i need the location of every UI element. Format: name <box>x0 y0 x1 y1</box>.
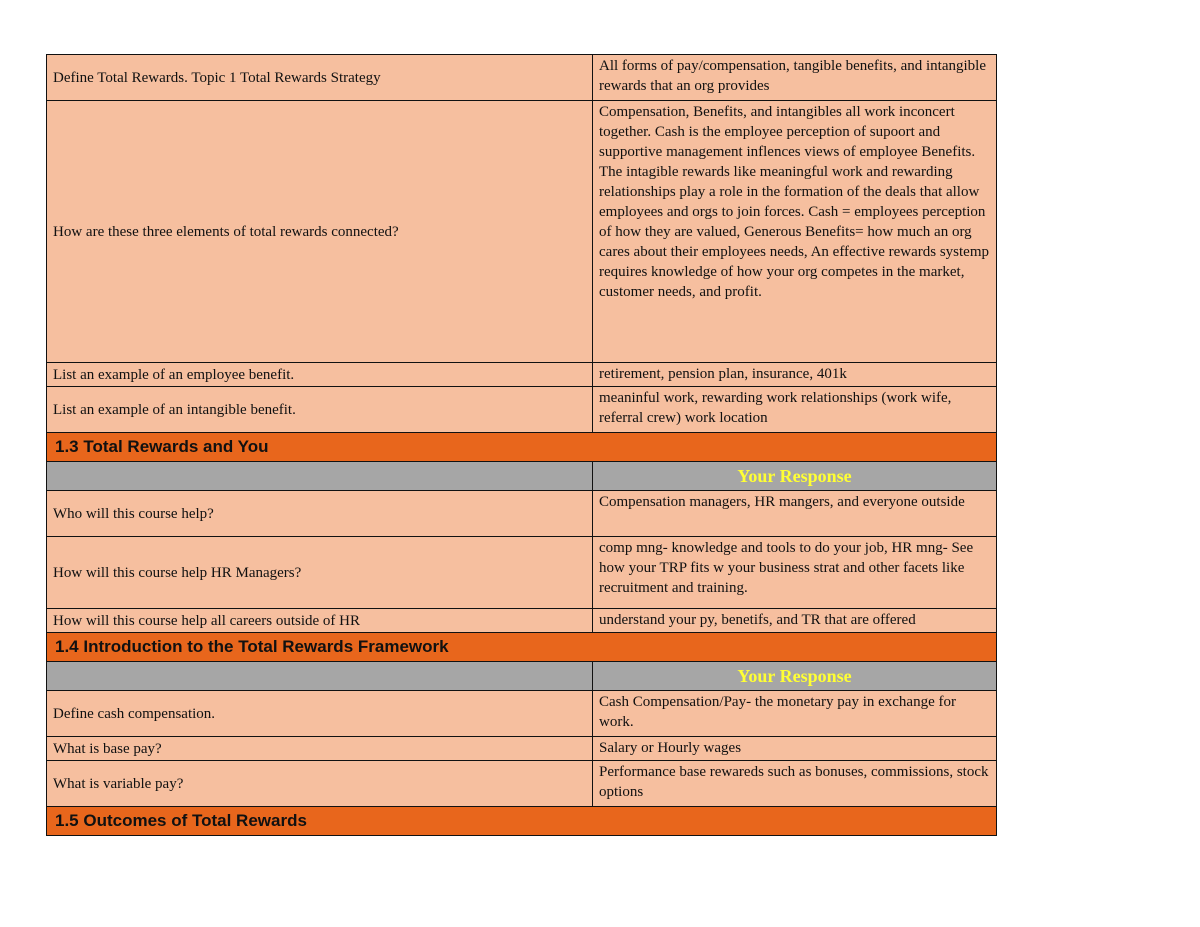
table-row <box>47 761 997 807</box>
section-title: 1.5 Outcomes of Total Rewards <box>47 807 997 836</box>
table-row <box>47 363 997 387</box>
response-header-row <box>47 662 997 691</box>
question-cell: How are these three elements of total rewards connected? <box>47 101 593 363</box>
answer-cell: understand your py, benetifs, and TR that are offered <box>593 609 997 633</box>
your-response-label: Your Response <box>593 462 997 491</box>
table-row <box>47 491 997 537</box>
response-header-row <box>47 462 997 491</box>
answer-cell: Compensation, Benefits, and intangibles all work inconcert together. Cash is the employee perception of supoort and supportive management inflences views of employee Benefits. The intagible rewards like meaningful work and rewarding relationships play a role in the formation of the deals that allow employees and orgs to join forces. Cash = employees perception of how they are valued, Generous Benefits= how much an org cares about their employees needs, An effective rewards systemp requires knowledge of how your org competes in the market, customer needs, and profit. <box>593 101 997 363</box>
question-cell: List an example of an employee benefit. <box>47 363 593 387</box>
answer-cell: comp mng- knowledge and tools to do your job, HR mng- See how your TRP fits w your business strat and other facets like recruitment and training. <box>593 537 997 609</box>
answer-cell: Salary or Hourly wages <box>593 737 997 761</box>
section-title: 1.4 Introduction to the Total Rewards Framework <box>47 633 997 662</box>
your-response-label: Your Response <box>593 662 997 691</box>
response-header-blank <box>47 462 593 491</box>
question-cell: What is base pay? <box>47 737 593 761</box>
worksheet-table <box>46 54 997 836</box>
table-row <box>47 55 997 101</box>
table-row <box>47 101 997 363</box>
table-row <box>47 691 997 737</box>
question-cell: List an example of an intangible benefit. <box>47 387 593 433</box>
answer-cell: retirement, pension plan, insurance, 401k <box>593 363 997 387</box>
answer-cell: Cash Compensation/Pay- the monetary pay in exchange for work. <box>593 691 997 737</box>
question-cell: How will this course help HR Managers? <box>47 537 593 609</box>
question-cell: Define Total Rewards. Topic 1 Total Rewards Strategy <box>47 55 593 101</box>
response-header-blank <box>47 662 593 691</box>
answer-cell: meaninful work, rewarding work relationships (work wife, referral crew) work location <box>593 387 997 433</box>
table-row <box>47 737 997 761</box>
answer-cell: Performance base rewareds such as bonuses, commissions, stock options <box>593 761 997 807</box>
answer-cell: Compensation managers, HR mangers, and everyone outside <box>593 491 997 537</box>
section-header-row <box>47 807 997 836</box>
table-row <box>47 609 997 633</box>
answer-cell: All forms of pay/compensation, tangible benefits, and intangible rewards that an org provides <box>593 55 997 101</box>
section-header-row <box>47 633 997 662</box>
question-cell: Who will this course help? <box>47 491 593 537</box>
table-row <box>47 537 997 609</box>
question-cell: Define cash compensation. <box>47 691 593 737</box>
question-cell: What is variable pay? <box>47 761 593 807</box>
section-header-row <box>47 433 997 462</box>
question-cell: How will this course help all careers outside of HR <box>47 609 593 633</box>
section-title: 1.3 Total Rewards and You <box>47 433 997 462</box>
table-row <box>47 387 997 433</box>
